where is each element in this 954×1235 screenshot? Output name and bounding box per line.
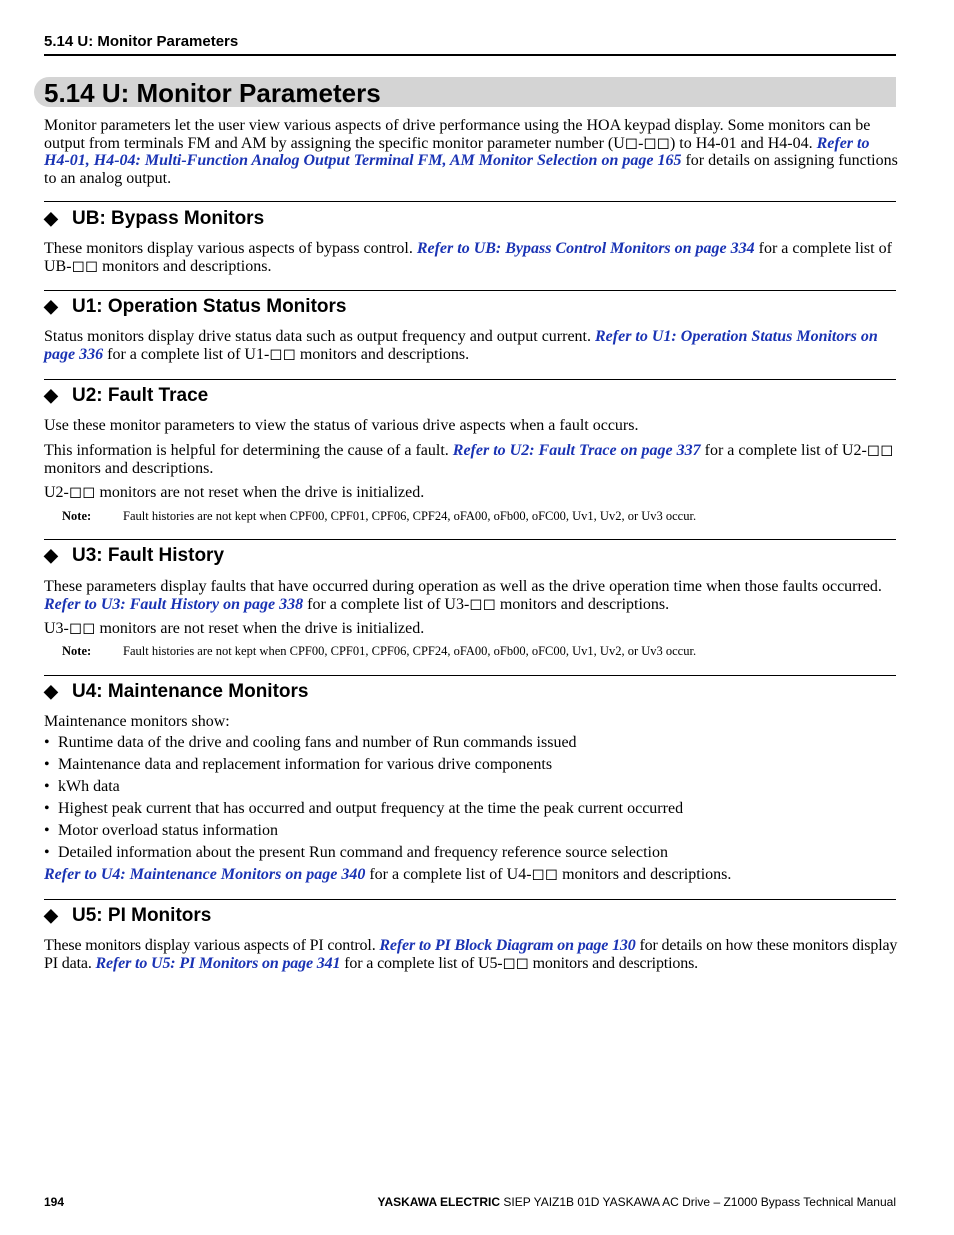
- parameter-placeholder: ◻◻: [469, 595, 496, 613]
- u5-paragraph: These monitors display various aspects of PI control. Refer to PI Block Diagram on page 130 for details on how these monitors display PI data. Refer to U5: PI Monitors on page 341 for a complete list of U5-◻◻ monitors and descriptions.: [44, 937, 898, 972]
- section-heading-u1: ◆ U1: Operation Status Monitors: [44, 296, 347, 317]
- list-item: • kWh data: [44, 776, 683, 798]
- intro-text: ) to H4-01 and H4-04.: [669, 134, 817, 152]
- diamond-icon: ◆: [44, 545, 58, 565]
- diamond-icon: ◆: [44, 681, 58, 701]
- list-item: • Runtime data of the drive and cooling fans and number of Run commands issued: [44, 732, 683, 754]
- diamond-icon: ◆: [44, 208, 58, 228]
- parameter-placeholder: ◻◻: [269, 345, 296, 363]
- section-rule: [44, 899, 896, 900]
- page-number: 194: [44, 1195, 65, 1209]
- list-item: • Highest peak current that has occurred and output frequency at the time the peak current occurred: [44, 798, 683, 820]
- u4-reference: Refer to U4: Maintenance Monitors on page 340 for a complete list of U4-◻◻ monitors and descriptions.: [44, 866, 732, 883]
- section-heading-u2: ◆ U2: Fault Trace: [44, 385, 209, 406]
- link-pi-block-diagram[interactable]: Refer to PI Block Diagram on page 130: [379, 937, 636, 954]
- intro-text: for details on assigning functions to an analog output.: [44, 152, 898, 187]
- u3-reset-paragraph: U3-◻◻ monitors are not reset when the drive is initialized.: [44, 620, 425, 637]
- ub-paragraph: These monitors display various aspects of bypass control. Refer to UB: Bypass Control Monitors on page 334 for a complete list of UB-◻◻ monitors and descriptions.: [44, 240, 892, 275]
- intro-text: Monitor parameters let the user view various aspects of drive performance using the HOA keypad display. Some monitors can be output from terminals FM and AM by assigning the specific monitor parameter number (U: [44, 117, 871, 152]
- footer-brand: YASKAWA ELECTRIC: [377, 1195, 501, 1209]
- note-text: Fault histories are not kept when CPF00, CPF01, CPF06, CPF24, oFA00, oFb00, oFC00, Uv1, Uv2, or Uv3 occur.: [123, 509, 697, 523]
- u4-bullet-list: [44, 732, 683, 864]
- u2-note: [62, 509, 892, 524]
- section-rule: [44, 290, 896, 291]
- u3-note: [62, 644, 892, 659]
- u4-intro: Maintenance monitors show:: [44, 713, 230, 730]
- section-heading-u5: ◆ U5: PI Monitors: [44, 905, 212, 926]
- parameter-placeholder: ◻◻: [68, 620, 96, 637]
- section-rule: [44, 379, 896, 380]
- link-u1-monitors[interactable]: Refer to U1: Operation Status Monitors on page 336: [44, 328, 878, 363]
- u2-reset-paragraph: U2-◻◻ monitors are not reset when the drive is initialized.: [44, 484, 425, 501]
- section-rule: [44, 539, 896, 540]
- parameter-placeholder: ◻◻: [531, 866, 559, 883]
- parameter-placeholder: ◻◻: [71, 257, 99, 275]
- link-h4-01[interactable]: Refer to H4-01, H4-04: Multi-Function Analog Output Terminal FM, AM Monitor Selection on page 165: [44, 134, 870, 169]
- list-item: • Motor overload status information: [44, 820, 683, 842]
- section-heading-u4: ◆ U4: Maintenance Monitors: [44, 681, 309, 702]
- footer-doc-info: [378, 1195, 896, 1209]
- u2-paragraph-1: Use these monitor parameters to view the status of various drive aspects when a fault occurs.: [44, 417, 639, 434]
- note-label: Note:: [62, 509, 92, 523]
- link-ub-monitors[interactable]: Refer to UB: Bypass Control Monitors on page 334: [416, 240, 755, 257]
- intro-paragraph: [44, 117, 899, 187]
- list-item: • Maintenance data and replacement information for various drive components: [44, 754, 683, 776]
- section-rule: [44, 675, 896, 676]
- u3-paragraph: These parameters display faults that have occurred during operation as well as the drive operation time when those faults occurred. Refer to U3: Fault History on page 338 for a complete list of U3-◻◻ monitors and descriptions.: [44, 578, 882, 613]
- running-header: 5.14 U: Monitor Parameters: [44, 33, 239, 50]
- link-u4-maintenance[interactable]: Refer to U4: Maintenance Monitors on page 340: [44, 866, 366, 883]
- link-u2-fault-trace[interactable]: Refer to U2: Fault Trace on page 337: [452, 442, 701, 459]
- footer-doc-title: SIEP YAIZ1B 01D YASKAWA AC Drive – Z1000 Bypass Technical Manual: [500, 1195, 896, 1209]
- parameter-placeholder: ◻◻: [866, 442, 894, 459]
- u1-paragraph: Status monitors display drive status data such as output frequency and output current. Refer to U1: Operation Status Monitors on page 336 for a complete list of U1-◻◻ monitors and descriptions.: [44, 328, 878, 363]
- section-heading-u3: ◆ U3: Fault History: [44, 545, 225, 566]
- note-text: Fault histories are not kept when CPF00, CPF01, CPF06, CPF24, oFA00, oFb00, oFC00, Uv1, Uv2, or Uv3 occur.: [123, 644, 697, 658]
- section-heading-ub: ◆ UB: Bypass Monitors: [44, 208, 265, 229]
- section-rule: [44, 201, 896, 202]
- link-u5-pi-monitors[interactable]: Refer to U5: PI Monitors on page 341: [95, 954, 341, 972]
- page-title: 5.14 U: Monitor Parameters: [44, 78, 381, 108]
- u2-paragraph-2: This information is helpful for determining the cause of a fault. Refer to U2: Fault Trace on page 337 for a complete list of U2-◻◻ monitors and descriptions.: [44, 442, 894, 477]
- diamond-icon: ◆: [44, 296, 58, 316]
- title-bar: [34, 77, 896, 107]
- parameter-placeholder: ◻◻: [68, 484, 96, 501]
- diamond-icon: ◆: [44, 385, 58, 405]
- parameter-placeholder: ◻-◻◻: [624, 134, 670, 152]
- list-item: • Detailed information about the present Run command and frequency reference source selection: [44, 842, 683, 864]
- header-rule: [44, 54, 896, 56]
- parameter-placeholder: ◻◻: [502, 954, 529, 972]
- link-u3-fault-history[interactable]: Refer to U3: Fault History on page 338: [44, 595, 304, 613]
- diamond-icon: ◆: [44, 905, 58, 925]
- note-label: Note:: [62, 644, 92, 658]
